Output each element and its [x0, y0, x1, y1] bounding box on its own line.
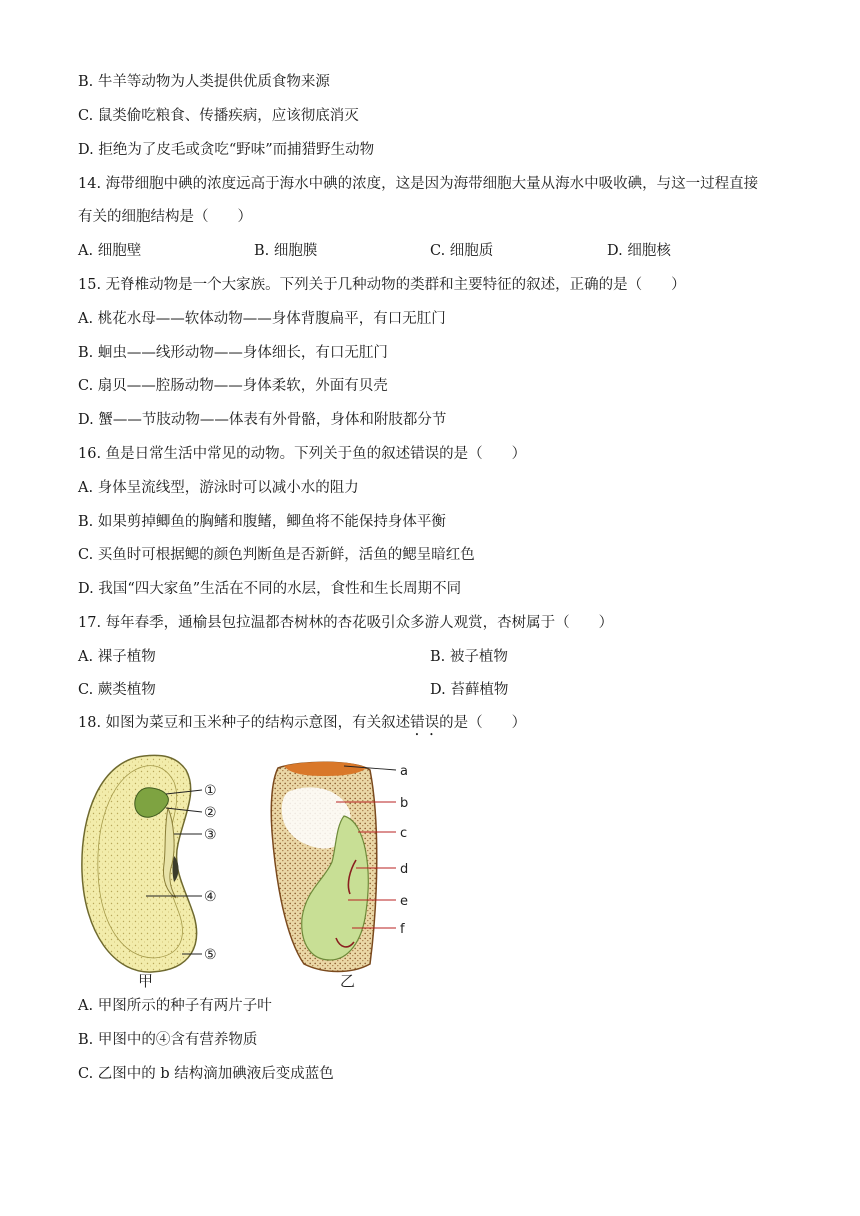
q17-stem: 17. 每年春季，通榆县包拉温都杏树林的杏花吸引众多游人观赏，杏树属于（ ） — [78, 615, 614, 631]
corn-label-f: f — [400, 922, 405, 937]
seed-structure-figure — [74, 752, 434, 992]
corn-label-d: d — [400, 862, 409, 877]
q13-option-b: B. 牛羊等动物为人类提供优质食物来源 — [78, 74, 330, 90]
q17-option-c: C. 蕨类植物 — [78, 682, 156, 698]
q17-option-d: D. 苔藓植物 — [430, 682, 509, 698]
caption-yi: 乙 — [340, 972, 356, 990]
bean-label-5: ⑤ — [204, 947, 217, 963]
q15-stem: 15. 无脊椎动物是一个大家族。下列关于几种动物的类群和主要特征的叙述，正确的是（ ） — [78, 277, 686, 293]
q14-option-a: A. 细胞壁 — [78, 243, 142, 259]
q15-option-b: B. 蛔虫——线形动物——身体细长，有口无肛门 — [78, 345, 388, 361]
bean-label-4: ④ — [204, 889, 217, 905]
corn-label-c: c — [400, 826, 408, 841]
bean-label-2: ② — [204, 805, 217, 821]
q18-stem-emphasis: 错误 — [410, 715, 440, 731]
q17-option-b: B. 被子植物 — [430, 649, 508, 665]
q14-stem-line1: 14. 海带细胞中碘的浓度远高于海水中碘的浓度，这是因为海带细胞大量从海水中吸收碘，与这一过程直接 — [78, 176, 759, 192]
corn-seed-diagram — [271, 762, 408, 990]
q18-stem — [78, 713, 526, 739]
caption-jia: 甲 — [138, 972, 154, 990]
q16-option-a: A. 身体呈流线型，游泳时可以减小水的阻力 — [78, 480, 359, 496]
corn-label-b: b — [400, 796, 409, 811]
q17-option-a: A. 裸子植物 — [78, 649, 156, 665]
bean-label-3: ③ — [204, 827, 217, 843]
q18-stem-post: 的是（ ） — [439, 715, 527, 731]
q16-option-b: B. 如果剪掉鲫鱼的胸鳍和腹鳍，鲫鱼将不能保持身体平衡 — [78, 514, 446, 530]
bean-seed-diagram — [82, 755, 217, 990]
q14-option-b: B. 细胞膜 — [254, 243, 318, 259]
q18-stem-pre: 18. 如图为菜豆和玉米种子的结构示意图，有关叙述 — [78, 715, 411, 731]
q18-option-b: B. 甲图中的④含有营养物质 — [78, 1032, 258, 1048]
bean-label-1: ① — [204, 783, 217, 799]
q18-option-a: A. 甲图所示的种子有两片子叶 — [78, 998, 272, 1014]
corn-label-a: a — [400, 764, 408, 779]
q14-option-d: D. 细胞核 — [607, 243, 671, 259]
q16-option-c: C. 买鱼时可根据鳃的颜色判断鱼是否新鲜，活鱼的鳃呈暗红色 — [78, 547, 475, 563]
seed-diagram-svg — [74, 752, 434, 992]
q16-option-d: D. 我国“四大家鱼”生活在不同的水层，食性和生长周期不同 — [78, 581, 462, 597]
q14-stem-line2: 有关的细胞结构是（ ） — [78, 209, 252, 225]
q15-option-a: A. 桃花水母——软体动物——身体背腹扁平，有口无肛门 — [78, 311, 446, 327]
q18-option-c: C. 乙图中的 b 结构滴加碘液后变成蓝色 — [78, 1066, 334, 1082]
q16-stem: 16. 鱼是日常生活中常见的动物。下列关于鱼的叙述错误的是（ ） — [78, 446, 527, 462]
q13-option-c: C. 鼠类偷吃粮食、传播疾病，应该彻底消灭 — [78, 108, 359, 124]
q13-option-d: D. 拒绝为了皮毛或贪吃“野味”而捕猎野生动物 — [78, 142, 375, 158]
q15-option-d: D. 蟹——节肢动物——体表有外骨骼，身体和附肢都分节 — [78, 412, 447, 428]
q15-option-c: C. 扇贝——腔肠动物——身体柔软，外面有贝壳 — [78, 378, 388, 394]
corn-label-e: e — [400, 894, 408, 909]
q14-option-c: C. 细胞质 — [430, 243, 494, 259]
